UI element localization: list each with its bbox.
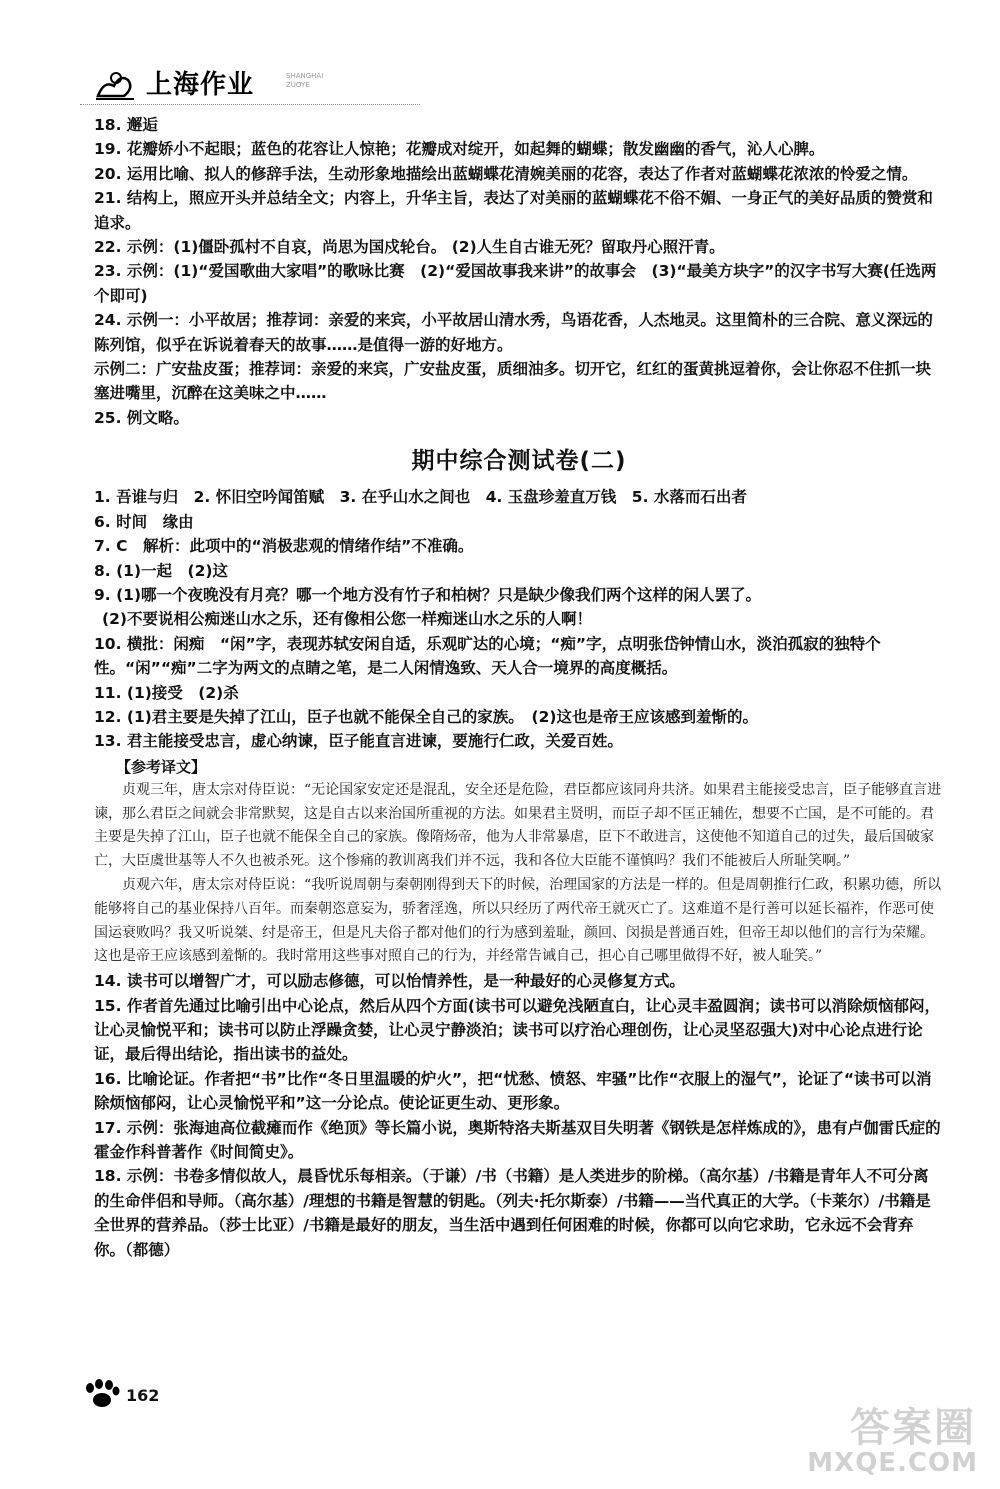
answer-item: 13. 君主能接受忠言，虚心纳谏，臣子能直言进谏，要施行仁政，关爱百姓。: [94, 732, 623, 751]
answer-item: 18. 邂逅: [94, 116, 158, 134]
page-header: [80, 58, 440, 108]
answer-item-example: 示例二：广安盐皮蛋；推荐词：亲爱的来宾，广安盐皮蛋，质细油多。切开它，红红的蛋黄挑逗着你，会让你忍不住抓一块塞进嘴里，沉醉在这美味之中……: [94, 360, 932, 403]
watermark-cn: 答案圈: [850, 1405, 976, 1451]
boy-logo-icon: [94, 66, 138, 102]
answer-item: 7. C 解析：此项中的“消极悲观的情绪作结”不准确。: [94, 537, 474, 556]
answer-item: 12. (1)君主要是失掉了江山，臣子也就不能保全自己的家族。 (2)这也是帝王应该感到羞惭的。: [94, 707, 759, 726]
answer-subitem: (2)不要说相公痴迷山水之乐，还有像相公您一样痴迷山水之乐的人啊！: [102, 610, 592, 629]
reference-translation-label: 【参考译文】: [116, 757, 207, 776]
logo-text: 上海作业: [146, 70, 255, 100]
translation-paragraph: 贞观三年，唐太宗对侍臣说：“无论国家安定还是混乱，安全还是危险，君臣都应该同舟共济。如果君主能接受忠言，臣子能够直言进谏，那么君臣之间就会非常默契，这是自古以来治国所重视的方法。如果君主贤明，而臣子却不匡正辅佐，想要不亡国，是不可能的。君主要是失掉了江山，臣子也就不能保全自己的家族。像隋炀帝，他为人非常暴虐，臣下不敢进言，这使他不知道自己的过失，最后国破家亡，大臣虞世基等人不久也被杀死。这个惨痛的教训离我们并不远，我和各位大臣能不谨慎吗？我们不能被后人所耻笑啊。”: [94, 781, 942, 870]
page-number: 162: [126, 1386, 160, 1405]
answer-content: [94, 113, 944, 1262]
answer-item: 8. (1)一起 (2)这: [94, 561, 228, 580]
answer-item: 18. 示例：书卷多情似故人，晨昏忧乐每相亲。（于谦）/书（书籍）是人类进步的阶梯。（高尔基）/书籍是青年人不可分离的生命伴侣和导师。（高尔基）/理想的书籍是智慧的钥匙。（列夫·托尔斯泰）/书籍——当代真正的大学。（卡莱尔）/书籍是全世界的营养品。（莎士比亚）/书籍是最好的朋友，当生活中遇到任何困难的时候，你都可以向它求助，它永远不会背弃你。（都德）: [94, 1167, 931, 1259]
answer-item: 22. 示例：(1)僵卧孤村不自哀，尚思为国戍轮台。 (2)人生自古谁无死？留取丹心照汗青。: [94, 238, 725, 257]
section-title: 期中综合测试卷(二): [411, 448, 627, 475]
answer-item: 15. 作者首先通过比喻引出中心论点，然后从四个方面(读书可以避免浅陋直白，让心灵丰盈圆润；读书可以消除烦恼郁闷，让心灵愉悦平和；读书可以防止浮躁贪婪，让心灵宁静淡泊；读书可以疗治心理创伤，让心灵坚忍强大)对中心论点进行论证，最后得出结论，指出读书的益处。: [94, 996, 940, 1064]
answer-item: 17. 示例：张海迪高位截瘫而作《绝顶》等长篇小说，奥斯特洛夫斯基双目失明著《钢铁是怎样炼成的》，患有卢伽雷氏症的霍金作科普著作《时间简史》。: [94, 1118, 941, 1161]
answer-item: 9. (1)哪一个夜晚没有月亮？哪一个地方没有竹子和柏树？只是缺少像我们两个这样的闲人罢了。: [94, 585, 762, 604]
answer-item: 16. 比喻论证。作者把“书”比作“冬日里温暖的炉火”，把“忧愁、愤怒、牢骚”比作“衣服上的湿气”，论证了“读书可以消除烦恼郁闷，让心灵愉悦平和”这一分论点。使论证更生动、更形象。: [94, 1069, 932, 1113]
answer-item: 1. 吾谁与归 2. 怀旧空吟闻笛赋 3. 在乎山水之间也 4. 玉盘珍羞直万钱 5. 水落而石出者: [94, 488, 747, 507]
answer-item: 24. 示例一：小平故居；推荐词：亲爱的来宾，小平故居山清水秀，鸟语花香，人杰地灵。这里简朴的三合院、意义深远的陈列馆，似乎在诉说着春天的故事……是值得一游的好地方。: [94, 311, 933, 354]
answer-item: 10. 横批：闲痴 “闲”字，表现苏轼安闲自适，乐观旷达的心境；“痴”字，点明张岱钟情山水，淡泊孤寂的独特个性。“闲”“痴”二字为两文的点睛之笔，是二人闲情逸致、天人合一境界的高度概括。: [94, 634, 881, 678]
page-footer: [82, 1376, 282, 1416]
answer-item: 23. 示例：(1)“爱国歌曲大家唱”的歌咏比赛 (2)“爱国故事我来讲”的故事会 (3)“最美方块字”的汉字书写大赛(任选两个即可): [94, 262, 937, 305]
answer-item: 19. 花瓣娇小不起眼；蓝色的花容让人惊艳；花瓣成对绽开，如起舞的蝴蝶；散发幽幽的香气，沁人心脾。: [94, 140, 825, 159]
logo-subtitle: SHANGHAI ZUOYE: [286, 72, 324, 89]
paw-print-icon: [82, 1378, 122, 1410]
answer-item: 14. 读书可以增智广才，可以励志修德，可以怡情养性，是一种最好的心灵修复方式。: [94, 972, 685, 991]
answer-item: 21. 结构上，照应开头并总结全文；内容上，升华主旨，表达了对美丽的蓝蝴蝶花不俗不媚、一身正气的美好品质的赞赏和追求。: [94, 189, 933, 232]
watermark: [754, 1396, 984, 1484]
header-rule: [80, 104, 420, 105]
answer-item: 25. 例文略。: [94, 408, 189, 427]
watermark-en: MXQE.COM: [807, 1448, 978, 1478]
answer-item: 20. 运用比喻、拟人的修辞手法，生动形象地描绘出蓝蝴蝶花清婉美丽的花容，表达了作者对蓝蝴蝶花浓浓的怜爱之情。: [94, 164, 918, 183]
answer-item: 11. (1)接受 (2)杀: [94, 683, 239, 702]
answer-item: 6. 时间 缘由: [94, 512, 194, 531]
translation-paragraph: 贞观六年，唐太宗对侍臣说：“我听说周朝与秦朝刚得到天下的时候，治理国家的方法是一样的。但是周朝推行仁政，积累功德，所以能够将自己的基业保持八百年。而秦朝恣意妄为，骄奢淫逸，所以只经历了两代帝王就灭亡了。这难道不是行善可以延长福祚，作恶可使国运衰败吗？我又听说桀、纣是帝王，但是凡夫俗子都对他们的行为感到羞耻，颜回、闵损是普通百姓，但帝王却以他们的言行为荣耀。这也是帝王应该感到羞惭的。我时常用这些事对照自己的行为，并经常告诫自己，担心自己哪里做得不好，被人耻笑。”: [94, 876, 942, 965]
